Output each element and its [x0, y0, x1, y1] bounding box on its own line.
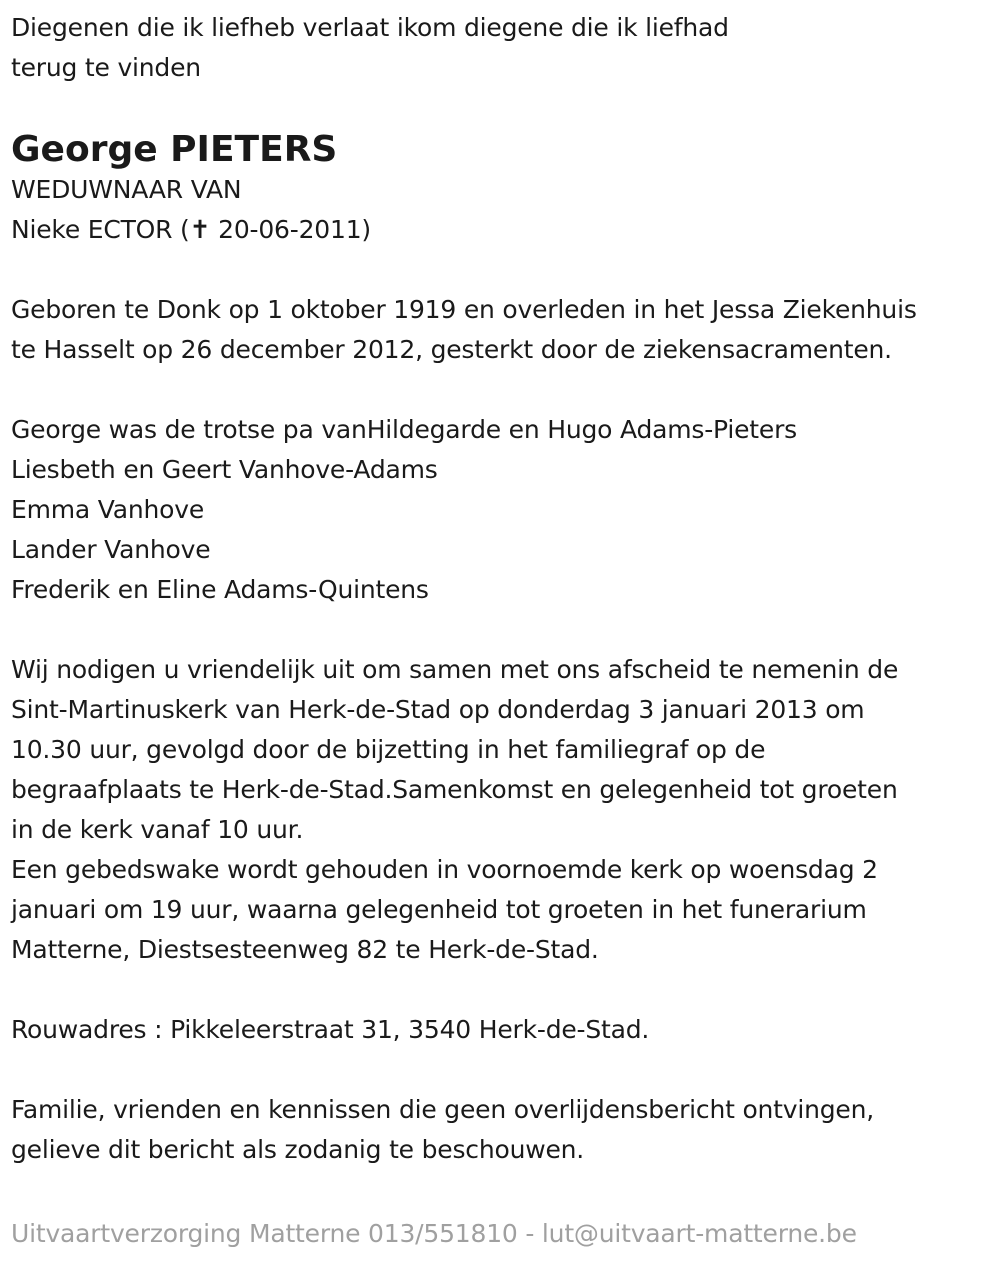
invitation-line: Matterne, Diestsesteenweg 82 te Herk-de-Stad. [11, 935, 599, 964]
birth-death-line: Geboren te Donk op 1 oktober 1919 en overleden in het Jessa Ziekenhuis [11, 295, 917, 324]
birth-death-block [11, 290, 1000, 370]
quote-line: Diegenen die ik liefheb verlaat ikom diegene die ik liefhad [11, 13, 729, 42]
notice-block [11, 1090, 1000, 1170]
family-line: George was de trotse pa vanHildegarde en Hugo Adams-Pieters [11, 415, 797, 444]
notice-line: gelieve dit bericht als zodanig te beschouwen. [11, 1135, 585, 1164]
invitation-line: in de kerk vanaf 10 uur. [11, 815, 304, 844]
birth-death-line: te Hasselt op 26 december 2012, gesterkt door de ziekensacramenten. [11, 335, 892, 364]
family-line: Emma Vanhove [11, 495, 205, 524]
invitation-line: begraafplaats te Herk-de-Stad.Samenkomst en gelegenheid tot groeten [11, 775, 898, 804]
family-line: Frederik en Eline Adams-Quintens [11, 575, 429, 604]
invitation-line: Wij nodigen u vriendelijk uit om samen met ons afscheid te nemenin de [11, 655, 899, 684]
spouse-line: Nieke ECTOR (✝ 20-06-2011) [11, 215, 371, 244]
invitation-line: Sint-Martinuskerk van Herk-de-Stad op donderdag 3 januari 2013 om [11, 695, 865, 724]
invitation-line: januari om 19 uur, waarna gelegenheid tot groeten in het funerarium [11, 895, 867, 924]
spouse-line: WEDUWNAAR VAN [11, 175, 242, 204]
invitation-block [11, 650, 1000, 970]
mourning-address: Rouwadres : Pikkeleerstraat 31, 3540 Herk-de-Stad. [11, 1015, 650, 1044]
quote-line: terug te vinden [11, 53, 201, 82]
deceased-name: George PIETERS [11, 129, 338, 170]
family-block [11, 410, 1000, 610]
notice-line: Familie, vrienden en kennissen die geen overlijdensbericht ontvingen, [11, 1095, 875, 1124]
family-line: Liesbeth en Geert Vanhove-Adams [11, 455, 438, 484]
family-line: Lander Vanhove [11, 535, 211, 564]
invitation-line: Een gebedswake wordt gehouden in voornoemde kerk op woensdag 2 [11, 855, 878, 884]
spouse-block [11, 170, 1000, 250]
quote-block [11, 8, 1000, 88]
funeral-home-footer: Uitvaartverzorging Matterne 013/551810 - lut@uitvaart-matterne.be [11, 1219, 857, 1248]
invitation-line: 10.30 uur, gevolgd door de bijzetting in het familiegraf op de [11, 735, 766, 764]
